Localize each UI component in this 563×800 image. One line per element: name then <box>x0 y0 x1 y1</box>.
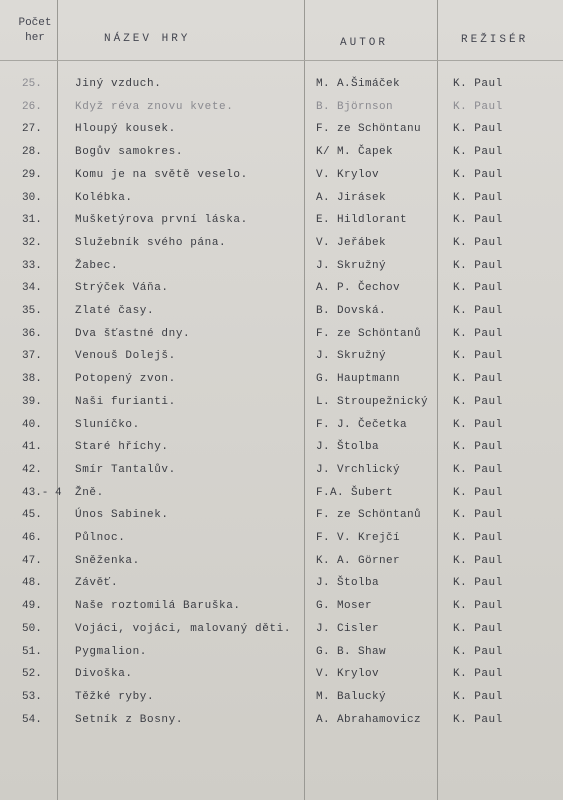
play-director: K. Paul <box>453 690 503 703</box>
play-title: Divoška. <box>75 668 133 681</box>
play-title: Půlnoc. <box>75 532 126 544</box>
row-number: 46. <box>22 532 42 544</box>
play-author: V. Jeřábek <box>316 236 387 249</box>
table-row <box>0 528 563 548</box>
play-author: F. V. Krejčí <box>316 532 401 544</box>
play-author: V. Krylov <box>316 668 380 681</box>
play-author: J. Skružný <box>316 350 387 363</box>
play-director: K. Paul <box>453 668 503 681</box>
play-author: F.A. Šubert <box>316 486 394 499</box>
header-divider <box>0 60 563 61</box>
table-row <box>0 74 563 94</box>
table-row <box>0 119 563 139</box>
play-author: A. Jirásek <box>316 191 387 204</box>
table-row <box>0 346 563 366</box>
table-row <box>0 687 563 707</box>
row-number: 38. <box>22 373 42 386</box>
play-title: Kolébka. <box>75 191 133 204</box>
row-number: 40. <box>22 418 42 431</box>
header-count <box>18 16 52 46</box>
play-director: K. Paul <box>453 146 503 159</box>
play-title: Naši furianti. <box>75 395 176 408</box>
table-row <box>0 324 563 344</box>
play-director: K. Paul <box>453 191 503 204</box>
table-row <box>0 573 563 593</box>
play-author: K/ M. Čapek <box>316 146 394 159</box>
row-number: 27. <box>22 123 42 136</box>
play-director: K. Paul <box>453 509 503 522</box>
play-title: Venouš Dolejš. <box>75 350 176 363</box>
play-author: G. B. Shaw <box>316 645 387 658</box>
play-title: Jiný vzduch. <box>75 78 162 90</box>
play-title: Pygmalion. <box>75 645 148 658</box>
play-director: K. Paul <box>453 486 503 499</box>
row-number: 34. <box>22 282 42 295</box>
play-author: F. ze Schöntanů <box>316 327 422 340</box>
play-title: Dva šťastné dny. <box>75 327 191 340</box>
play-author: J. Štolba <box>316 441 380 454</box>
row-number: 51. <box>22 645 42 658</box>
table-row <box>0 710 563 730</box>
play-author: A. P. Čechov <box>316 282 401 295</box>
play-title: Žně. <box>75 486 104 499</box>
play-author: F. J. Čečetka <box>316 418 408 431</box>
play-author: J. Skružný <box>316 259 387 272</box>
header-count-line2: her <box>25 32 45 44</box>
header-title: NÁZEV HRY <box>104 33 191 45</box>
row-number: 47. <box>22 554 42 567</box>
row-number: 52. <box>22 668 42 681</box>
play-title: Bogův samokres. <box>75 146 184 159</box>
play-author: B. Dovská. <box>316 305 387 317</box>
play-title: Závěť. <box>75 577 119 590</box>
row-number: 49. <box>22 600 42 613</box>
play-director: K. Paul <box>453 259 503 272</box>
play-author: M. A.Šimáček <box>316 78 401 90</box>
row-number: 36. <box>22 327 42 340</box>
row-number: 31. <box>22 214 42 227</box>
play-director: K. Paul <box>453 577 503 590</box>
table-row <box>0 256 563 276</box>
play-author: F. ze Schöntanu <box>316 123 422 136</box>
table-row <box>0 664 563 684</box>
play-director: K. Paul <box>453 78 503 90</box>
row-number: 50. <box>22 622 42 635</box>
row-number: 48. <box>22 577 42 590</box>
play-author: M. Balucký <box>316 690 387 703</box>
play-title: Těžké ryby. <box>75 690 155 703</box>
table-row <box>0 165 563 185</box>
play-director: K. Paul <box>453 123 503 136</box>
play-director: K. Paul <box>453 532 503 544</box>
table-row <box>0 188 563 208</box>
table-row <box>0 483 563 503</box>
row-number: 29. <box>22 168 42 181</box>
row-number: 43.- 4 <box>22 486 62 499</box>
play-author: A. Abrahamovicz <box>316 713 422 726</box>
table-row <box>0 97 563 117</box>
table-row <box>0 142 563 162</box>
play-author: K. A. Görner <box>316 554 401 567</box>
table-row <box>0 619 563 639</box>
play-title: Mušketýrova první láska. <box>75 214 248 227</box>
play-author: J. Vrchlický <box>316 463 401 476</box>
row-number: 32. <box>22 236 42 249</box>
play-title: Služebník svého pána. <box>75 236 227 249</box>
play-author: J. Cisler <box>316 622 380 635</box>
play-title: Smír Tantalův. <box>75 463 176 476</box>
play-director: K. Paul <box>453 214 503 227</box>
play-title: Naše roztomilá Baruška. <box>75 600 241 613</box>
play-director: K. Paul <box>453 645 503 658</box>
play-director: K. Paul <box>453 554 503 567</box>
table-row <box>0 505 563 525</box>
play-title: Únos Sabinek. <box>75 509 169 522</box>
row-number: 54. <box>22 713 42 726</box>
table-row <box>0 415 563 435</box>
table-row <box>0 392 563 412</box>
play-title: Hloupý kousek. <box>75 123 176 136</box>
play-director: K. Paul <box>453 600 503 613</box>
table-row <box>0 233 563 253</box>
play-director: K. Paul <box>453 305 503 317</box>
play-title: Sněženka. <box>75 554 140 567</box>
row-number: 30. <box>22 191 42 204</box>
play-director: K. Paul <box>453 236 503 249</box>
row-number: 37. <box>22 350 42 363</box>
play-title: Sluníčko. <box>75 418 140 431</box>
row-number: 35. <box>22 305 42 317</box>
play-author: G. Hauptmann <box>316 373 401 386</box>
play-title: Když réva znovu kvete. <box>75 100 234 113</box>
table-row <box>0 551 563 571</box>
play-director: K. Paul <box>453 622 503 635</box>
play-author: J. Štolba <box>316 577 380 590</box>
play-director: K. Paul <box>453 441 503 454</box>
table-row <box>0 210 563 230</box>
table-row <box>0 369 563 389</box>
table-row <box>0 301 563 321</box>
play-director: K. Paul <box>453 350 503 363</box>
table-row <box>0 596 563 616</box>
play-director: K. Paul <box>453 168 503 181</box>
row-number: 42. <box>22 463 42 476</box>
header-count-line1: Počet <box>18 17 52 29</box>
row-number: 39. <box>22 395 42 408</box>
play-author: F. ze Schöntanů <box>316 509 422 522</box>
row-number: 28. <box>22 146 42 159</box>
play-director: K. Paul <box>453 282 503 295</box>
table-row <box>0 642 563 662</box>
row-number: 41. <box>22 441 42 454</box>
play-director: K. Paul <box>453 327 503 340</box>
row-number: 53. <box>22 690 42 703</box>
play-title: Strýček Váňa. <box>75 282 169 295</box>
play-title: Staré hříchy. <box>75 441 169 454</box>
play-author: E. Hildlorant <box>316 214 408 227</box>
play-director: K. Paul <box>453 418 503 431</box>
row-number: 25. <box>22 78 42 90</box>
play-director: K. Paul <box>453 463 503 476</box>
play-title: Setník z Bosny. <box>75 713 184 726</box>
row-number: 33. <box>22 259 42 272</box>
play-author: V. Krylov <box>316 168 380 181</box>
play-director: K. Paul <box>453 373 503 386</box>
row-number: 26. <box>22 100 42 113</box>
play-title: Potopený zvon. <box>75 373 176 386</box>
header-director: REŽISÉR <box>461 34 529 46</box>
play-title: Zlaté časy. <box>75 305 155 317</box>
play-title: Vojáci, vojáci, malovaný děti. <box>75 622 292 635</box>
table-row <box>0 460 563 480</box>
play-author: B. Björnson <box>316 100 394 113</box>
table-row <box>0 278 563 298</box>
row-number: 45. <box>22 509 42 522</box>
play-director: K. Paul <box>453 395 503 408</box>
play-director: K. Paul <box>453 713 503 726</box>
play-director: K. Paul <box>453 100 503 113</box>
play-author: L. Stroupežnický <box>316 395 429 408</box>
table-row <box>0 437 563 457</box>
header-author: AUTOR <box>340 37 389 49</box>
play-title: Žabec. <box>75 259 119 272</box>
play-title: Komu je na světě veselo. <box>75 168 248 181</box>
play-author: G. Moser <box>316 600 373 613</box>
